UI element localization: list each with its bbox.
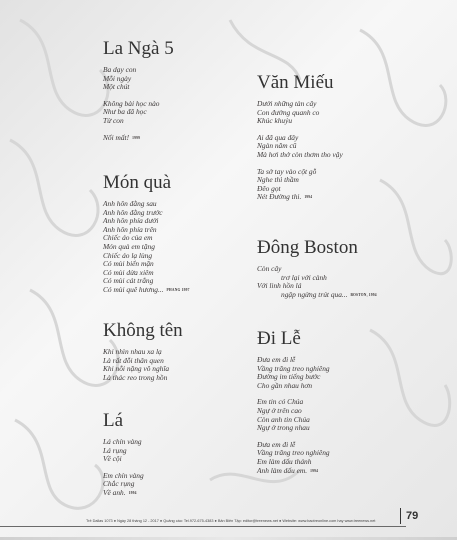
poem-signature: BOSTON, 1994 (350, 292, 377, 297)
poem-line: Ai đã qua đây (257, 132, 299, 142)
poem-title: La Ngà 5 (103, 38, 174, 59)
poem-la-nga-5 (103, 38, 233, 150)
poem-line (103, 286, 233, 295)
stanza (257, 134, 417, 160)
poem-line: Nghe thì thầm (257, 175, 299, 185)
stanza (103, 200, 233, 295)
poem-khong-ten (103, 320, 233, 390)
poem-line: Anh hôn phía dưới (103, 216, 159, 226)
poem-line: Về cội (103, 454, 122, 464)
stanza (103, 100, 233, 126)
poem-line: Em tin có Chúa (257, 397, 304, 407)
poem-line-text: Nét Đường thi. (257, 192, 302, 202)
poem-line-text: ngập ngừng trút qua... (281, 289, 348, 299)
poem-la (103, 410, 233, 506)
poem-dong-boston (257, 237, 417, 307)
poem-line: Ba dạy con (103, 65, 137, 74)
poem-line: Có mùi biển mặn (103, 259, 154, 269)
poem-line: Với linh hồn lá (257, 281, 302, 291)
page-number: 79 (406, 510, 419, 522)
stanza (103, 348, 233, 382)
poem-title: Món quà (103, 172, 172, 193)
poem-line: Dưới những tàn cây (257, 99, 317, 108)
poem-title: Lá (103, 410, 124, 431)
poem-line: Con đường quanh co (257, 107, 320, 117)
poem-line: Chiếc áo lạ lùng (103, 250, 153, 260)
poem-line: Món quà em tặng (103, 241, 155, 251)
poem-line-text: Có mùi quê hương... (103, 284, 164, 294)
poem-line: Ngự ở trong nhau (257, 423, 310, 433)
poem-line: trơ lại với cành (281, 272, 327, 282)
poem-line-text: Về anh. (103, 487, 126, 497)
poem-title: Đi Lễ (257, 328, 301, 349)
poem-line: Em làm dấu thánh (257, 456, 312, 466)
poem-line: Một chút (103, 82, 130, 92)
poem-line: Từ con (103, 115, 124, 125)
poem-line: Đẽo gọt (257, 183, 281, 193)
page-number-divider (400, 508, 401, 524)
stanza (257, 398, 417, 432)
stanza (257, 265, 417, 299)
poem-line (257, 291, 417, 300)
poem-line: Đưa em đi lễ (257, 355, 296, 364)
poem-di-le (257, 328, 417, 483)
stanza (257, 441, 417, 475)
poem-line: Lá chín vàng (103, 437, 142, 446)
poem-line: Vầng trăng treo nghiêng (257, 363, 330, 373)
poem-line: Có mùi cát trắng (103, 276, 154, 286)
poem-line: Mỗi ngày (103, 73, 132, 83)
poem-line: Ngàn năm cũ (257, 141, 297, 151)
poem-line: Vầng trăng treo nghiêng (257, 448, 330, 458)
poem-line: Lá rụng (103, 445, 127, 455)
poem-signature: 1999 (132, 135, 141, 140)
footer-publication-info: Trẻ Dallas 1073 ● Ngày 28 tháng 12 - 2017 ● Quảng cáo: Tel.972-675-4383 ● Bản Biên Tập: editor@treenews.net ● Website: www.baotreonline.com hay www.treenews.net (86, 519, 376, 523)
stanza (103, 134, 233, 143)
poem-line: Ta sờ tay vào cột gỗ (257, 166, 317, 176)
poem-line: Đưa em đi lễ (257, 439, 296, 449)
poem-signature: PHANG 1997 (166, 287, 190, 292)
poem-line (103, 134, 233, 143)
poem-mon-qua (103, 172, 233, 303)
footer-divider (0, 526, 406, 527)
poem-line: Như ba đã học (103, 107, 147, 117)
poem-line-text: Nổi mất! (103, 132, 130, 142)
poem-line-text: Anh làm dấu em. (257, 465, 308, 475)
poem-line: Còn cây (257, 264, 282, 273)
page-footer (0, 517, 457, 527)
stanza (103, 472, 233, 498)
poem-line: Anh hôn đằng sau (103, 199, 157, 208)
poem-line (257, 193, 417, 202)
poem-line: Mà hơi thở còn thơm tho vậy (257, 149, 343, 159)
poem-line: Cho gần nhau hơn (257, 380, 313, 390)
poem-line: Ngự ở trên cao (257, 405, 302, 415)
stanza (257, 168, 417, 202)
stanza (103, 66, 233, 92)
poem-line: Khúc khuỷu (257, 116, 293, 126)
poem-signature: 1994 (304, 195, 313, 200)
poem-line: Anh hôn phía trên (103, 224, 157, 234)
poem-line: Chiếc áo của em (103, 233, 153, 243)
poem-line: Là thác reo trong hồn (103, 372, 168, 382)
stanza (257, 100, 417, 126)
poem-line (103, 489, 233, 498)
poem-line: Chắc rụng (103, 479, 135, 489)
poem-signature: 1994 (128, 490, 137, 495)
poem-van-mieu (257, 72, 417, 210)
poem-line: Không bài học nào (103, 98, 160, 108)
poem-line: Đường im tiếng bước (257, 372, 321, 382)
poem-title: Đông Boston (257, 237, 358, 258)
poem-line (257, 467, 417, 476)
poem-line: Còn anh tin Chúa (257, 414, 310, 424)
poem-line: Là rất đỗi thân quen (103, 355, 164, 365)
poem-title: Văn Miếu (257, 72, 334, 93)
poem-line: Có mùi dừa xiêm (103, 267, 154, 277)
poem-signature: 1994 (310, 468, 319, 473)
poem-line: Em chín vàng (103, 470, 144, 480)
poem-line: Khi nỗi nặng vô nghĩa (103, 364, 170, 374)
poem-line: Khi nhìn nhau xa lạ (103, 347, 162, 356)
stanza (257, 356, 417, 390)
poem-title: Không tên (103, 320, 183, 341)
poem-line: Anh hôn đằng trước (103, 207, 163, 217)
stanza (103, 438, 233, 464)
